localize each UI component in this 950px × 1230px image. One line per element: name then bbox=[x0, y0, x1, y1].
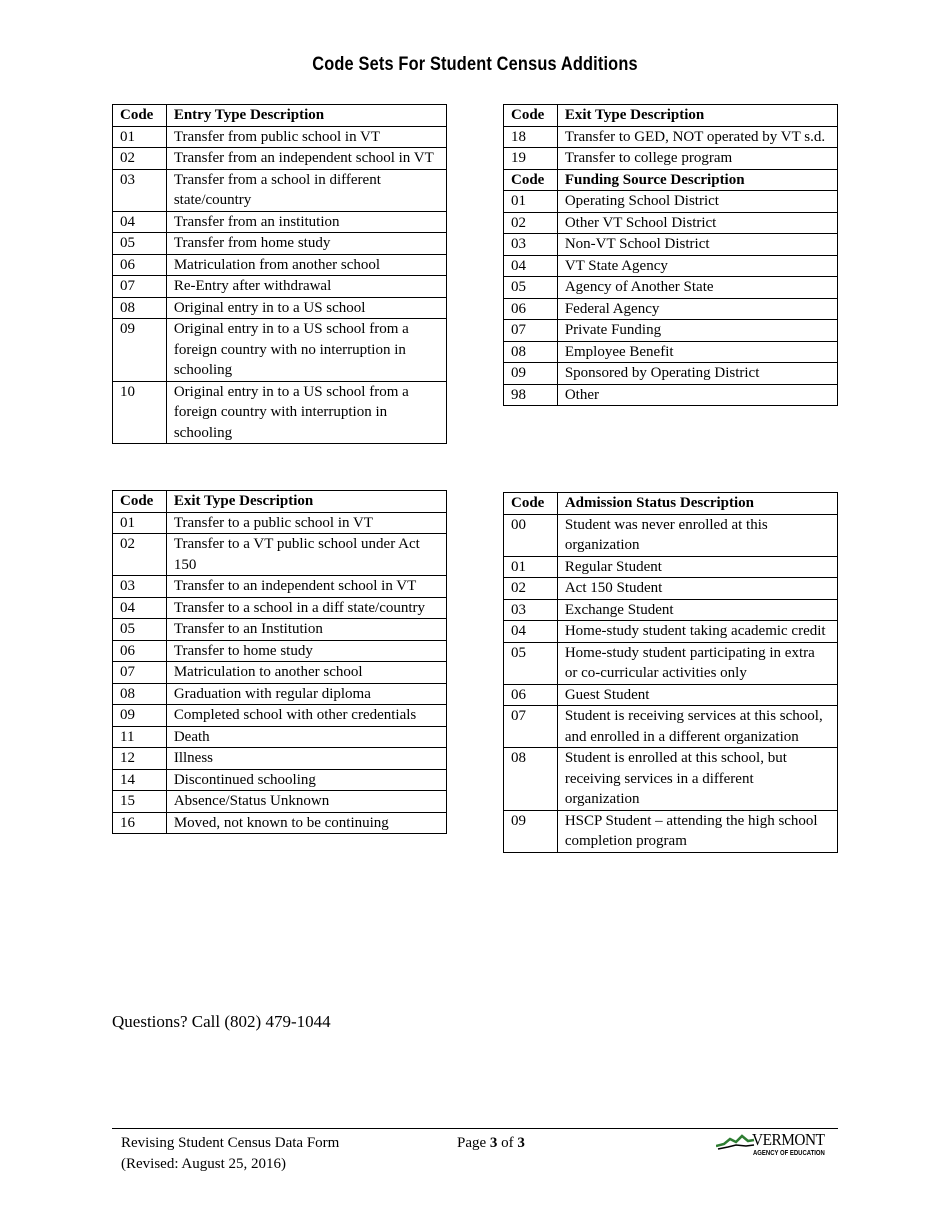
code-cell: 01 bbox=[504, 556, 558, 578]
description-cell: Transfer to home study bbox=[166, 640, 446, 662]
description-cell: Illness bbox=[166, 748, 446, 770]
table-row bbox=[504, 234, 838, 256]
code-cell: 11 bbox=[113, 726, 167, 748]
table-row bbox=[113, 512, 447, 534]
code-cell: 08 bbox=[504, 341, 558, 363]
table-row bbox=[504, 514, 838, 556]
column-header-code: Code bbox=[504, 105, 558, 127]
exit-funding-table bbox=[503, 104, 838, 406]
code-cell: 02 bbox=[113, 148, 167, 170]
column-header-code: Code bbox=[504, 493, 558, 515]
code-cell: 01 bbox=[113, 126, 167, 148]
code-cell: 09 bbox=[504, 363, 558, 385]
description-cell: Transfer to GED, NOT operated by VT s.d. bbox=[557, 126, 837, 148]
table-row bbox=[504, 642, 838, 684]
code-cell: 03 bbox=[504, 599, 558, 621]
code-cell: 05 bbox=[504, 277, 558, 299]
page-of: of bbox=[497, 1135, 518, 1151]
description-cell: Home-study student participating in extra or co-curricular activities only bbox=[557, 642, 837, 684]
column-header-description: Entry Type Description bbox=[166, 105, 446, 127]
logo-name: VERMONT bbox=[752, 1130, 825, 1149]
table-header-row bbox=[504, 493, 838, 515]
table-row bbox=[504, 706, 838, 748]
code-cell: 09 bbox=[113, 705, 167, 727]
description-cell: Transfer from an independent school in VT bbox=[166, 148, 446, 170]
table-row bbox=[113, 597, 447, 619]
code-cell: 03 bbox=[113, 169, 167, 211]
table-header-row bbox=[113, 105, 447, 127]
table-row bbox=[113, 126, 447, 148]
code-cell: 05 bbox=[504, 642, 558, 684]
table-row bbox=[113, 576, 447, 598]
vermont-agency-logo bbox=[716, 1130, 836, 1162]
code-cell: 14 bbox=[113, 769, 167, 791]
description-cell: Act 150 Student bbox=[557, 578, 837, 600]
description-cell: Completed school with other credentials bbox=[166, 705, 446, 727]
code-cell: 12 bbox=[113, 748, 167, 770]
description-cell: Student was never enrolled at this organization bbox=[557, 514, 837, 556]
description-cell: Agency of Another State bbox=[557, 277, 837, 299]
table-row bbox=[113, 769, 447, 791]
description-cell: Regular Student bbox=[557, 556, 837, 578]
code-cell: 01 bbox=[113, 512, 167, 534]
table-row bbox=[504, 277, 838, 299]
page-total: 3 bbox=[517, 1135, 525, 1151]
code-cell: 05 bbox=[113, 233, 167, 255]
description-cell: Moved, not known to be continuing bbox=[166, 812, 446, 834]
description-cell: Death bbox=[166, 726, 446, 748]
description-cell: Operating School District bbox=[557, 191, 837, 213]
table-row bbox=[504, 599, 838, 621]
table-row bbox=[504, 621, 838, 643]
code-cell: 07 bbox=[113, 276, 167, 298]
description-cell: Sponsored by Operating District bbox=[557, 363, 837, 385]
description-cell: Re-Entry after withdrawal bbox=[166, 276, 446, 298]
description-cell: Federal Agency bbox=[557, 298, 837, 320]
description-cell: Transfer to college program bbox=[557, 148, 837, 170]
description-cell: Other bbox=[557, 384, 837, 406]
table-row bbox=[113, 319, 447, 382]
code-cell: 06 bbox=[504, 684, 558, 706]
description-cell: VT State Agency bbox=[557, 255, 837, 277]
description-cell: Transfer to an independent school in VT bbox=[166, 576, 446, 598]
table-row bbox=[504, 363, 838, 385]
table-row bbox=[504, 384, 838, 406]
code-cell: 04 bbox=[113, 597, 167, 619]
description-cell: Transfer from a school in different state/country bbox=[166, 169, 446, 211]
code-cell: 08 bbox=[113, 297, 167, 319]
table-row bbox=[113, 169, 447, 211]
description-cell: Graduation with regular diploma bbox=[166, 683, 446, 705]
code-cell: 07 bbox=[504, 706, 558, 748]
code-cell: 06 bbox=[113, 254, 167, 276]
page-prefix: Page bbox=[457, 1135, 490, 1151]
table-row bbox=[113, 254, 447, 276]
description-cell: Private Funding bbox=[557, 320, 837, 342]
entry-type-table bbox=[112, 104, 447, 444]
code-cell: 10 bbox=[113, 381, 167, 444]
description-cell: Student is enrolled at this school, but receiving services in a different organization bbox=[557, 748, 837, 811]
table-row bbox=[504, 556, 838, 578]
description-cell: Transfer to a VT public school under Act 150 bbox=[166, 534, 446, 576]
table-row bbox=[113, 662, 447, 684]
description-cell: Absence/Status Unknown bbox=[166, 791, 446, 813]
code-cell: 98 bbox=[504, 384, 558, 406]
table-row bbox=[504, 810, 838, 852]
code-cell: 03 bbox=[504, 234, 558, 256]
description-cell: Transfer to an Institution bbox=[166, 619, 446, 641]
description-cell: Transfer to a public school in VT bbox=[166, 512, 446, 534]
column-header-code: Code bbox=[113, 105, 167, 127]
footer-revised-date: (Revised: August 25, 2016) bbox=[121, 1156, 286, 1172]
table-row bbox=[113, 297, 447, 319]
code-cell: 02 bbox=[504, 578, 558, 600]
code-cell: 04 bbox=[504, 621, 558, 643]
column-header-code: Code bbox=[504, 169, 558, 191]
table-row bbox=[113, 276, 447, 298]
code-cell: 04 bbox=[113, 211, 167, 233]
table-row bbox=[504, 212, 838, 234]
code-cell: 06 bbox=[504, 298, 558, 320]
code-cell: 07 bbox=[113, 662, 167, 684]
code-cell: 08 bbox=[113, 683, 167, 705]
description-cell: Original entry in to a US school from a foreign country with no interruption in schooling bbox=[166, 319, 446, 382]
code-cell: 02 bbox=[113, 534, 167, 576]
column-header-description: Admission Status Description bbox=[557, 493, 837, 515]
code-cell: 02 bbox=[504, 212, 558, 234]
table-row bbox=[504, 748, 838, 811]
description-cell: Original entry in to a US school bbox=[166, 297, 446, 319]
table-row bbox=[113, 381, 447, 444]
code-cell: 07 bbox=[504, 320, 558, 342]
code-cell: 04 bbox=[504, 255, 558, 277]
description-cell: Transfer to a school in a diff state/country bbox=[166, 597, 446, 619]
description-cell: Matriculation to another school bbox=[166, 662, 446, 684]
table-row bbox=[504, 255, 838, 277]
description-cell: Guest Student bbox=[557, 684, 837, 706]
table-row bbox=[504, 191, 838, 213]
table-header-row bbox=[113, 491, 447, 513]
table-row bbox=[113, 791, 447, 813]
page-title: Code Sets For Student Census Additions bbox=[312, 54, 638, 75]
code-cell: 16 bbox=[113, 812, 167, 834]
description-cell: Transfer from an institution bbox=[166, 211, 446, 233]
admission-status-table bbox=[503, 492, 838, 853]
description-cell: Discontinued schooling bbox=[166, 769, 446, 791]
code-cell: 15 bbox=[113, 791, 167, 813]
description-cell: Non-VT School District bbox=[557, 234, 837, 256]
description-cell: Matriculation from another school bbox=[166, 254, 446, 276]
footer-divider bbox=[112, 1128, 838, 1129]
description-cell: Transfer from home study bbox=[166, 233, 446, 255]
table-row bbox=[113, 211, 447, 233]
mountain-icon bbox=[716, 1132, 756, 1154]
exit-type-table bbox=[112, 490, 447, 834]
code-cell: 09 bbox=[113, 319, 167, 382]
code-cell: 05 bbox=[113, 619, 167, 641]
table-row bbox=[504, 684, 838, 706]
table-row bbox=[113, 748, 447, 770]
code-cell: 18 bbox=[504, 126, 558, 148]
page-current: 3 bbox=[489, 1135, 498, 1151]
table-row bbox=[113, 683, 447, 705]
table-row bbox=[504, 148, 838, 170]
code-cell: 08 bbox=[504, 748, 558, 811]
table-header-row bbox=[504, 105, 838, 127]
table-row bbox=[113, 233, 447, 255]
column-header-code: Code bbox=[113, 491, 167, 513]
table-row bbox=[113, 534, 447, 576]
table-row bbox=[504, 126, 838, 148]
description-cell: HSCP Student – attending the high school completion program bbox=[557, 810, 837, 852]
description-cell: Student is receiving services at this school, and enrolled in a different organization bbox=[557, 706, 837, 748]
code-cell: 01 bbox=[504, 191, 558, 213]
funding-header-row bbox=[504, 169, 838, 191]
column-header-funding-description: Funding Source Description bbox=[557, 169, 837, 191]
table-row bbox=[504, 298, 838, 320]
description-cell: Home-study student taking academic credit bbox=[557, 621, 837, 643]
code-cell: 19 bbox=[504, 148, 558, 170]
description-cell: Other VT School District bbox=[557, 212, 837, 234]
code-cell: 03 bbox=[113, 576, 167, 598]
table-row bbox=[113, 619, 447, 641]
questions-contact: Questions? Call (802) 479-1044 bbox=[112, 1012, 331, 1031]
code-cell: 09 bbox=[504, 810, 558, 852]
footer-form-name: Revising Student Census Data Form bbox=[121, 1135, 340, 1151]
table-row bbox=[113, 705, 447, 727]
logo-subtitle: AGENCY OF EDUCATION bbox=[753, 1150, 825, 1157]
table-row bbox=[504, 320, 838, 342]
column-header-description: Exit Type Description bbox=[557, 105, 837, 127]
code-cell: 06 bbox=[113, 640, 167, 662]
table-row bbox=[113, 148, 447, 170]
description-cell: Employee Benefit bbox=[557, 341, 837, 363]
table-row bbox=[113, 640, 447, 662]
column-header-description: Exit Type Description bbox=[166, 491, 446, 513]
code-cell: 00 bbox=[504, 514, 558, 556]
page-number bbox=[457, 1133, 525, 1154]
description-cell: Exchange Student bbox=[557, 599, 837, 621]
description-cell: Transfer from public school in VT bbox=[166, 126, 446, 148]
table-row bbox=[504, 341, 838, 363]
description-cell: Original entry in to a US school from a foreign country with interruption in schooling bbox=[166, 381, 446, 444]
table-row bbox=[113, 812, 447, 834]
table-row bbox=[113, 726, 447, 748]
table-row bbox=[504, 578, 838, 600]
